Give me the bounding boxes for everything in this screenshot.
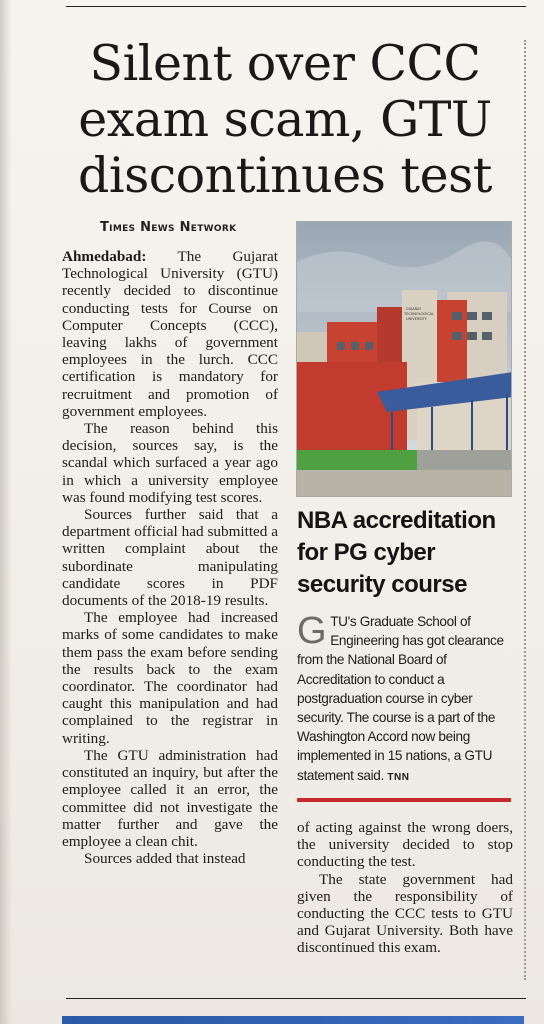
story-paragraph: Sources added that instead — [84, 850, 246, 868]
story-paragraph: The reason behind this decision, sources say, is the scandal which surfaced a year ago in which a university employee was found modifying test scores. — [62, 420, 278, 506]
accent-rule — [297, 798, 511, 802]
main-story-column-2 — [297, 819, 513, 957]
story-paragraph: The employee had increased marks of some candidates to make them pass the exam before sending the results back to the exam coordinator. The coordinator had caught this manipulation and had complained to the registrar in writing. — [62, 609, 278, 747]
building-photo-icon — [297, 222, 512, 497]
page-edge-shadow — [0, 0, 12, 1024]
building-sign-text: GUJARAT TECHNOLOGICAL UNIVERSITY — [404, 307, 434, 321]
story-paragraph: Sources further said that a department official had submitted a written complaint about the subordinate manipulating candidate scores in PDF documents of the 2018-19 results. — [62, 506, 278, 610]
top-rule — [66, 6, 526, 7]
main-story-column-1 — [62, 248, 278, 867]
story-paragraph: of acting against the wrong doers, the university decided to stop conducting the test. — [297, 819, 513, 871]
sidebar-story — [297, 612, 513, 787]
credit-tag: TNN — [387, 771, 410, 783]
bottom-rule — [66, 998, 526, 999]
next-article-band — [62, 1016, 524, 1024]
story-paragraph: Ahmedabad: The Gujarat Technological University (GTU) recently decided to discontinue conducting tests for Course on Computer Concepts (CCC), leaving lakhs of government employees in the lurch. CCC certification is mandatory for recruitment and promotion of government employees. — [62, 248, 278, 420]
headline: Silent over CCC exam scam, GTU discontinues test — [78, 35, 492, 204]
story-paragraph: The GTU administration had constituted an inquiry, but after the employee called it an error, the committee did not investigate the matter further and gave the employee a clean chit. — [62, 746, 278, 850]
dropcap: G — [297, 610, 327, 652]
column-divider-dotted — [524, 40, 526, 980]
dateline: Ahmedabad: — [62, 248, 147, 265]
story-paragraph: The state government had given the responsibility of conducting the CCC tests to GTU and Gujarat University. Both have discontinued this exam. — [297, 870, 513, 957]
sidebar-headline: NBA accreditation for PG cyber security course — [297, 507, 496, 598]
byline: Times News Network — [100, 220, 237, 235]
sidebar-paragraph: GTU's Graduate School of Engineering has got clearance from the National Board of Accreditation to conduct a postgraduation course in cyber security. The course is a part of the Washington Accord now being implemented in 15 nations, a GTU statement said. TNN — [297, 610, 504, 783]
building-photo — [296, 221, 512, 497]
